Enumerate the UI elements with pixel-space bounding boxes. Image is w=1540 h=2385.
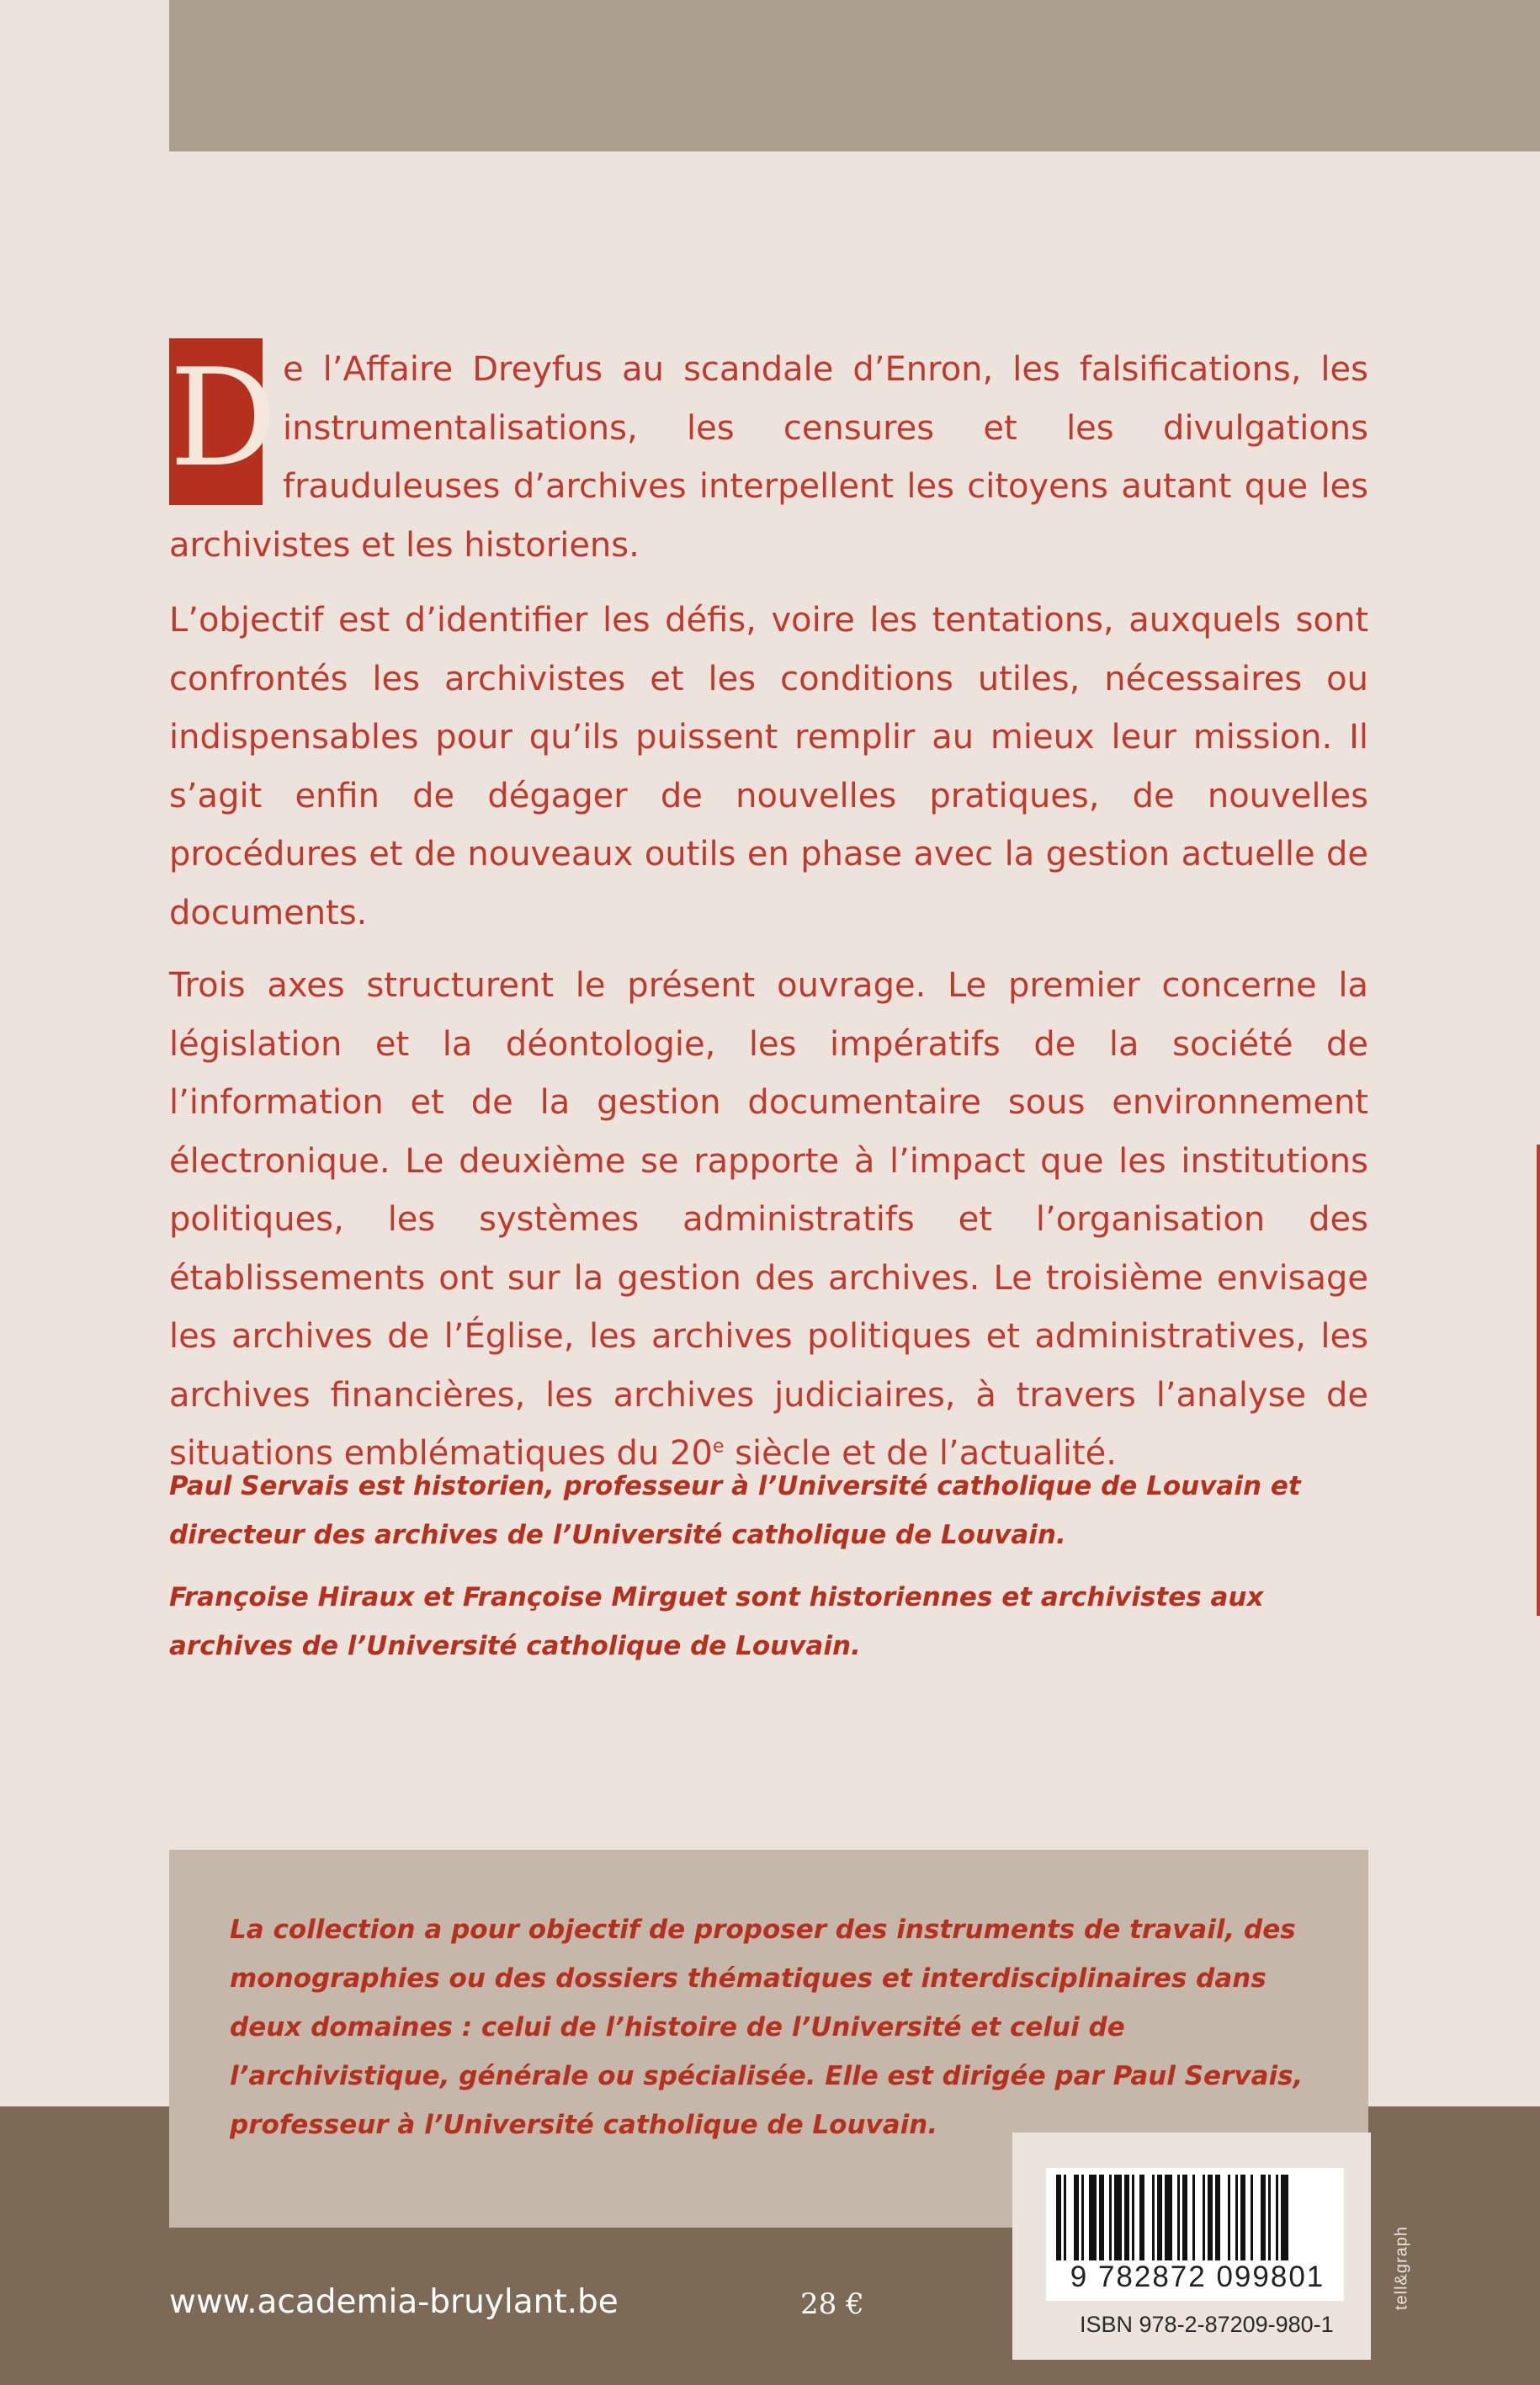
intro-paragraph-1-text: e l’Affaire Dreyfus au scandale d’Enron, les falsifications, les instrumentalisations, les censures et les divulgations frauduleuses d’archives interpellent les citoyens autant que les archivistes et les historiens. [169, 350, 1368, 565]
barcode-panel [1012, 2133, 1371, 2360]
barcode-bar [1235, 2175, 1238, 2267]
barcode-bar [1215, 2175, 1220, 2267]
barcode-bar [1203, 2175, 1205, 2267]
barcode-bar [1281, 2175, 1288, 2267]
barcode-bar [1081, 2175, 1084, 2267]
isbn-number: ISBN 978-2-87209-980-1 [1080, 2312, 1334, 2337]
barcode-bar [1064, 2175, 1066, 2267]
intro-paragraph-2: L’objectif est d’identifier les défis, voire les tentations, auxquels sont confrontés les archivistes et les conditions utiles, nécessaires ou indispensables pour qu’ils puissent remplir au mieux leur mission. Il s’agit enfin de dégager de nouvelles pratiques, de nouvelles procédures et de nouveaux outils en phase avec la gestion actuelle de documents. [169, 601, 1368, 932]
barcode-bars [1056, 2175, 1334, 2267]
barcode-bar [1192, 2175, 1195, 2267]
barcode-bar [1177, 2175, 1180, 2267]
dropcap [169, 338, 278, 505]
barcode-bar [1132, 2175, 1134, 2267]
intro-paragraph-1 [169, 341, 1368, 575]
printer-credit [1385, 2192, 1419, 2344]
barcode-digits: 9 782872 099801 [1054, 2260, 1341, 2294]
barcode-bar [1276, 2175, 1278, 2267]
dropcap-letter: D [169, 339, 278, 497]
intro-paragraph-3-text: Trois axes structurent le présent ouvrage. Le premier concerne la législation et la déontologie, les impératifs de la société de l’information et de la gestion documentaire sous environnement électronique. Le deuxième se rapporte à l’impact que les institutions politiques, les systèmes administratifs et l’organisation des établissements ont sur la gestion des archives. Le troisième envisage les archives de l’Église, les archives politiques et administratives, les archives financières, les archives judiciaires, à travers l’analyse de situations emblématiques du 20 [169, 966, 1368, 1473]
barcode-bar [1139, 2175, 1144, 2267]
barcode-bar [1228, 2175, 1230, 2267]
intro-paragraph-3 [169, 957, 1368, 1484]
price: 28 € [800, 2287, 864, 2321]
barcode-bar [1268, 2175, 1271, 2267]
printer-credit-text: tell&graph [1392, 2225, 1411, 2311]
author-bios [169, 1462, 1368, 1684]
century-superscript: e [712, 1436, 725, 1458]
barcode-bar [1056, 2175, 1061, 2267]
barcode-bar [1099, 2175, 1104, 2267]
top-color-band [169, 0, 1540, 151]
intro-text [169, 341, 1368, 1498]
barcode-bar [1124, 2175, 1129, 2267]
barcode-bar [1114, 2175, 1122, 2267]
barcode-bar [1152, 2175, 1155, 2267]
barcode-bar [1251, 2175, 1253, 2267]
barcode-bar [1208, 2175, 1213, 2267]
barcode-bar [1240, 2175, 1245, 2267]
barcode-bar [1109, 2175, 1112, 2267]
spine-edge-stripe [1537, 1145, 1540, 1616]
intro-paragraph-3-end: siècle et de l’actualité. [724, 1434, 1117, 1473]
barcode-bar [1165, 2175, 1172, 2267]
author-bio-1: Paul Servais est historien, professeur à l’Université catholique de Louvain et directeur des archives de l’Université catholique de Louvain. [169, 1471, 1301, 1550]
barcode-bar [1089, 2175, 1097, 2267]
barcode-bar [1157, 2175, 1162, 2267]
author-bio-2: Françoise Hiraux et Françoise Mirguet sont historiennes et archivistes aux archives de l’Université catholique de Louvain. [169, 1582, 1264, 1661]
publisher-website: www.academia-bruylant.be [169, 2283, 619, 2321]
barcode-bar [1261, 2175, 1266, 2267]
barcode [1046, 2168, 1344, 2301]
collection-description: La collection a pour objectif de proposer des instruments de travail, des monographies ou des dossiers thématiques et interdisciplinaires dans deux domaines : celui de l’histoire de l’Université et celui de l’archivistique, générale ou spécialisée. Elle est dirigée par Paul Servais, professeur à l’Université catholique de Louvain. [230, 1915, 1304, 2140]
barcode-bar [1074, 2175, 1079, 2267]
barcode-bar [1182, 2175, 1187, 2267]
